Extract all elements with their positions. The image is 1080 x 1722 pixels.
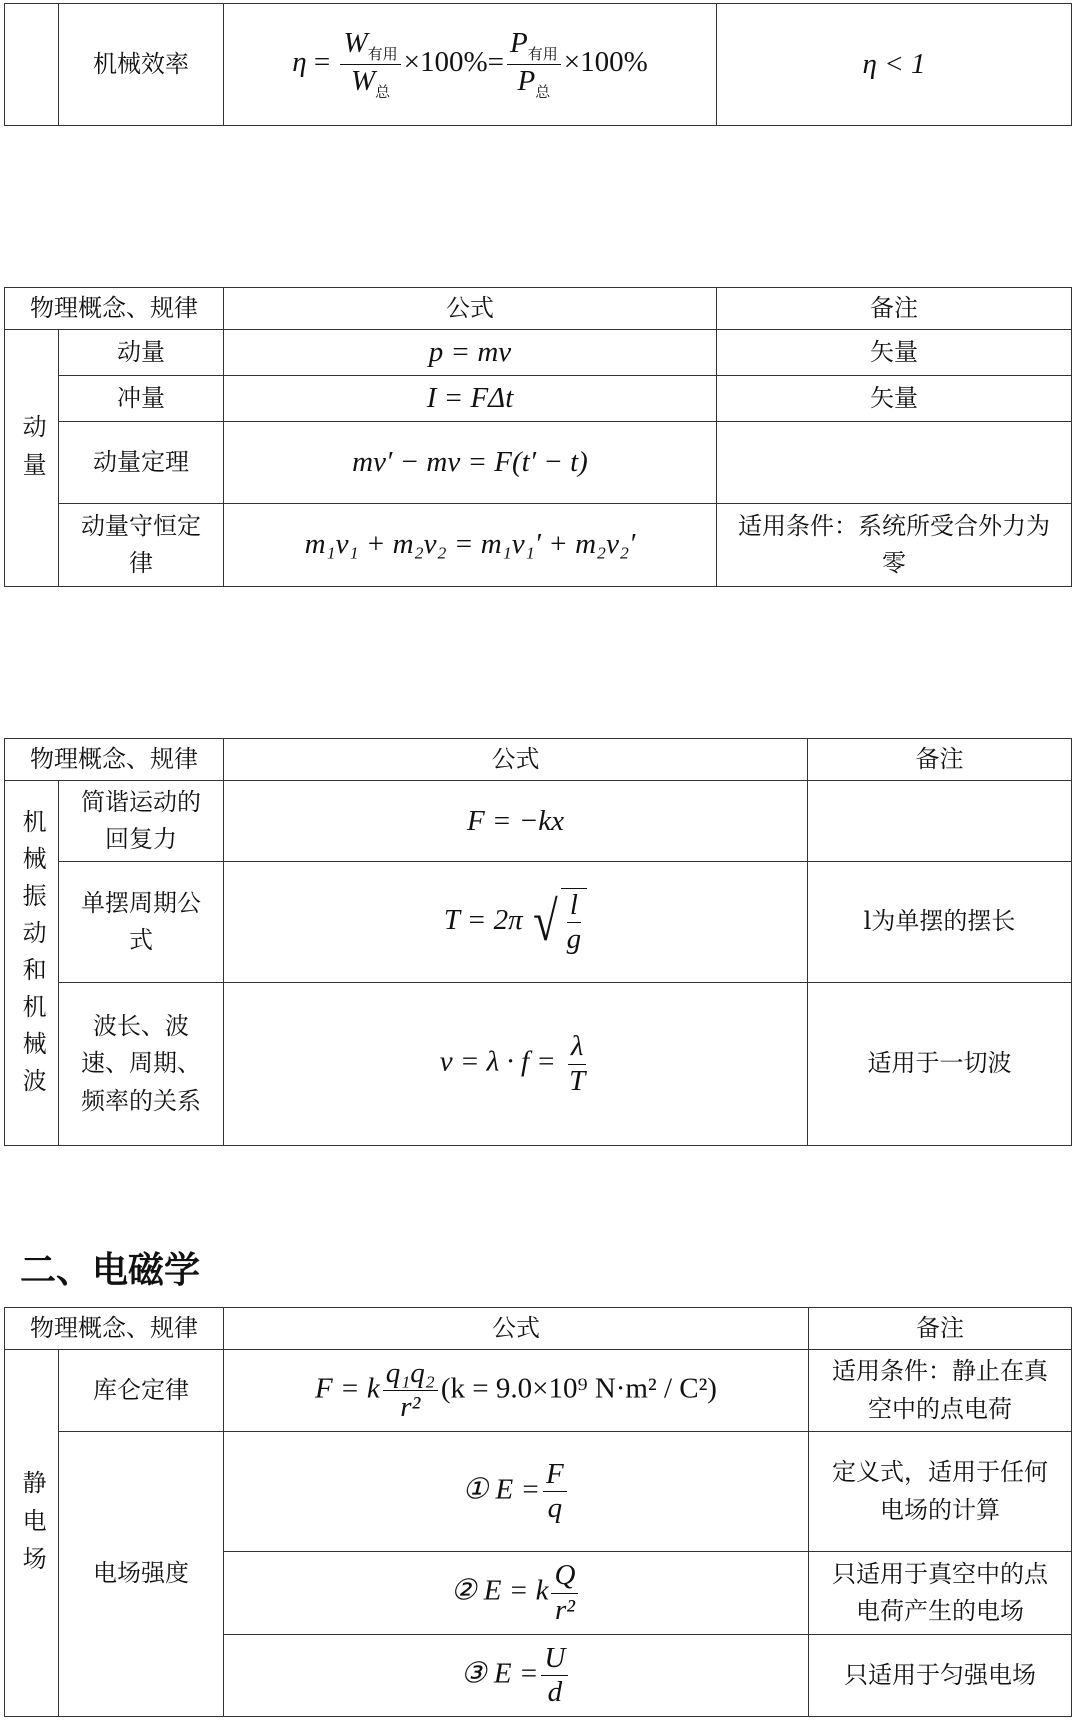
times-100: ×100%	[563, 46, 648, 79]
concept-cell: 机械效率	[59, 4, 224, 126]
group-label: 动量	[18, 414, 47, 491]
concept-cell: 动量守恒定律	[59, 503, 224, 586]
work-symbol: W	[350, 65, 376, 97]
formula-lhs: ③ E =	[460, 1657, 539, 1690]
header-formula: 公式	[224, 739, 808, 781]
radical-sign: √	[532, 891, 558, 953]
square-root	[530, 888, 587, 957]
equals: =	[313, 46, 331, 79]
group-label: 机械振动和机械波	[18, 809, 47, 1106]
note-cell: η < 1	[717, 4, 1072, 126]
denominator: d	[547, 1676, 563, 1708]
formula-lhs: ② E = k	[450, 1574, 549, 1607]
header-concept: 物理概念、规律	[5, 288, 224, 330]
note-cell: 矢量	[717, 375, 1072, 421]
note-cell: 适用条件：静止在真空中的点电荷	[809, 1350, 1072, 1432]
subscript: 有用	[527, 46, 558, 63]
concept-cell: 动量	[59, 330, 224, 376]
concept-cell: 单摆周期公式	[59, 862, 224, 983]
concept-cell: 波长、波速、周期、频率的关系	[59, 983, 224, 1146]
fraction	[564, 889, 585, 957]
numerator: q₁q₂	[383, 1357, 438, 1391]
note-cell: 只适用于匀强电场	[809, 1635, 1072, 1717]
fraction	[383, 1357, 438, 1425]
formula-cell: I = FΔt	[224, 375, 717, 421]
note-cell: 适用条件：系统所受合外力为零	[717, 503, 1072, 586]
header-note: 备注	[717, 288, 1072, 330]
concept-cell: 简谐运动的回复力	[59, 781, 224, 862]
group-cell-empty	[5, 4, 59, 126]
concept-cell: 冲量	[59, 375, 224, 421]
denominator: r²	[554, 1593, 575, 1626]
numerator: U	[541, 1642, 568, 1676]
note-cell: 只适用于真空中的点电荷产生的电场	[809, 1552, 1072, 1635]
concept-cell: 动量定理	[59, 421, 224, 503]
formula-cell	[224, 983, 808, 1146]
note-cell: l为单摆的摆长	[808, 862, 1072, 983]
formula-lhs: ① E =	[462, 1473, 541, 1506]
note-cell: 定义式，适用于任何电场的计算	[809, 1432, 1072, 1552]
power-symbol: P	[510, 26, 528, 59]
eta-symbol: η	[292, 46, 307, 79]
subscript: 总	[535, 84, 551, 101]
fraction	[340, 27, 400, 102]
momentum-table	[4, 287, 1072, 587]
note-cell: 适用于一切波	[808, 983, 1072, 1146]
times-100: ×100%	[403, 46, 488, 79]
formula-cell	[224, 1552, 809, 1635]
numerator: λ	[568, 1030, 587, 1064]
section-heading: 二、电磁学	[20, 1250, 201, 1291]
formula-cell	[224, 1432, 809, 1552]
power-symbol: P	[517, 65, 536, 97]
denominator: q	[547, 1492, 563, 1524]
constant-value: (k = 9.0×10⁹ N·m² / C²)	[440, 1372, 717, 1405]
formula-cell: F = −kx	[224, 781, 808, 862]
concept-cell: 电场强度	[59, 1432, 224, 1717]
header-concept: 物理概念、规律	[5, 1308, 224, 1350]
denominator: r²	[400, 1391, 421, 1423]
header-note: 备注	[808, 739, 1072, 781]
header-note: 备注	[809, 1308, 1072, 1350]
fraction	[566, 1030, 588, 1098]
note-cell	[717, 421, 1072, 503]
formula-lhs: T = 2π	[443, 903, 523, 936]
work-symbol: W	[343, 26, 368, 59]
formula-cell: m₁v₁ + m₂v₂ = m₁v₁′ + m₂v₂′	[224, 503, 717, 586]
concept-cell: 库仑定律	[59, 1350, 224, 1432]
efficiency-table	[4, 3, 1072, 126]
formula-cell	[224, 1635, 809, 1717]
header-formula: 公式	[224, 288, 717, 330]
formula-cell	[224, 1350, 809, 1432]
note-cell	[808, 781, 1072, 862]
vibration-wave-table	[4, 738, 1072, 1146]
note-cell: 矢量	[717, 330, 1072, 376]
numerator: Q	[551, 1559, 578, 1593]
subscript: 有用	[367, 46, 398, 63]
group-label: 静电场	[18, 1470, 47, 1585]
fraction	[551, 1559, 578, 1627]
fraction	[507, 27, 561, 102]
formula-cell: mv′ − mv = F(t′ − t)	[224, 421, 717, 503]
fraction	[541, 1642, 568, 1710]
formula-cell	[224, 862, 808, 983]
header-concept: 物理概念、规律	[5, 739, 224, 781]
formula-cell	[224, 4, 717, 126]
numerator: F	[543, 1458, 567, 1492]
denominator: g	[566, 923, 582, 955]
formula-lhs: v = λ · f =	[439, 1045, 556, 1078]
equals: =	[487, 46, 505, 79]
header-formula: 公式	[224, 1308, 809, 1350]
fraction	[543, 1458, 567, 1526]
formula-lhs: F = k	[315, 1372, 380, 1405]
subscript: 总	[375, 84, 391, 101]
numerator: l	[567, 889, 581, 923]
electrostatics-table	[4, 1307, 1072, 1717]
group-cell	[5, 1350, 59, 1717]
denominator: T	[569, 1064, 586, 1097]
group-cell	[5, 330, 59, 587]
formula-cell: p = mv	[224, 330, 717, 376]
group-cell	[5, 781, 59, 1146]
